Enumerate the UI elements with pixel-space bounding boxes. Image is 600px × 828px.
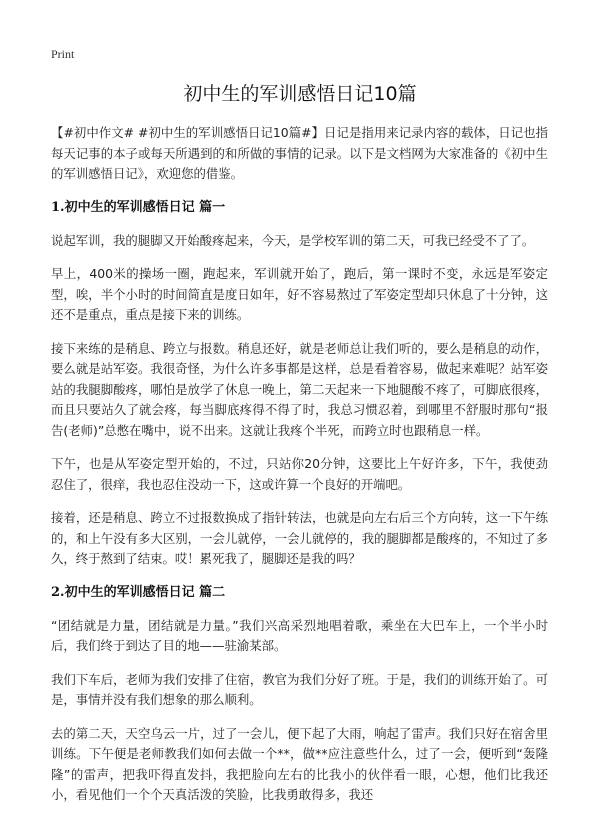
paragraph: 接着，还是稍息、跨立不过报数换成了指针转法，也就是向左右后三个方向转，这一下午练的，和上午没有多大区别，一会儿就停，一会儿就停的，我的腿脚都是酸疼的，不知过了多久，终于熬到了结束。哎！累死我了，腿脚还是我的吗？ bbox=[51, 510, 548, 566]
section-2 bbox=[51, 583, 548, 806]
intro-paragraph: 【#初中作文# #初中生的军训感悟日记10篇#】日记是指用来记录内容的载体，日记也指每天记事的本子或每天所遇到的和所做的事情的记录。以下是文档网为大家准备的《初中生的军训感悟日记》，欢迎您的借鉴。 bbox=[51, 125, 548, 181]
paragraph: 早上，400米的操场一圈，跑起来，军训就开始了，跑后，第一课时不变，永远是军姿定型，唉，半个小时的时间简直是度日如年，好不容易熬过了军姿定型却只休息了十分钟，这还不是重点，重点是接下来的训练。 bbox=[51, 266, 548, 322]
paragraph: 说起军训，我的腿脚又开始酸疼起来，今天，是学校军训的第二天，可我已经受不了了。 bbox=[51, 232, 535, 248]
section-heading: 2.初中生的军训感悟日记 篇二 bbox=[51, 584, 226, 600]
paragraph: 下午，也是从军姿定型开始的，不过，只站你20分钟，这要比上午好许多，下午，我使劲忍住了，很痒，我也忍住没动一下，这或许算一个良好的开端吧。 bbox=[51, 456, 548, 492]
paragraph: 去的第二天，天空乌云一片，过了一会儿，便下起了大雨，响起了雷声。我们只好在宿舍里训练。下午便是老师教我们如何去做一个**，做**应注意些什么，过了一会，便听到“轰隆隆”的雷声，把我吓得直发抖，我把脸向左右的比我小的伙伴看一眼，心想，他们比我还小，看见他们一个个天真活泼的笑脸，比我勇敢得多，我还 bbox=[51, 725, 548, 802]
print-link[interactable]: Print bbox=[51, 47, 75, 61]
article-body bbox=[51, 123, 548, 819]
paragraph: 我们下车后，老师为我们安排了住宿，教官为我们分好了班。于是，我们的训练开始了。可是，事情并没有我们想象的那么顺利。 bbox=[51, 671, 548, 707]
paragraph: “团结就是力量，团结就是力量。”我们兴高采烈地唱着歌，乘坐在大巴车上，一个半小时后，我们终于到达了目的地——驻渝某部。 bbox=[51, 617, 548, 653]
paragraph: 接下来练的是稍息、跨立与报数。稍息还好，就是老师总让我们听的，要么是稍息的动作，要么就是站军姿。我很奇怪，为什么许多事都是这样，总是看着容易，做起来难呢？站军姿站的我腿脚酸疼，哪怕是放学了休息一晚上，第二天起来一下地腿酸不疼了，可脚底很疼，而且只要站久了就会疼，每当脚底疼得不得了时，我总习惯忍着，到哪里不舒服时那句“报告(老师)”总憋在嘴中，说不出来。这就让我疼个半死，而跨立时也跟稍息一样。 bbox=[51, 340, 548, 438]
section-1 bbox=[51, 198, 548, 570]
section-heading: 1.初中生的军训感悟日记 篇一 bbox=[51, 199, 226, 215]
page-title: 初中生的军训感悟日记10篇 bbox=[183, 83, 417, 105]
